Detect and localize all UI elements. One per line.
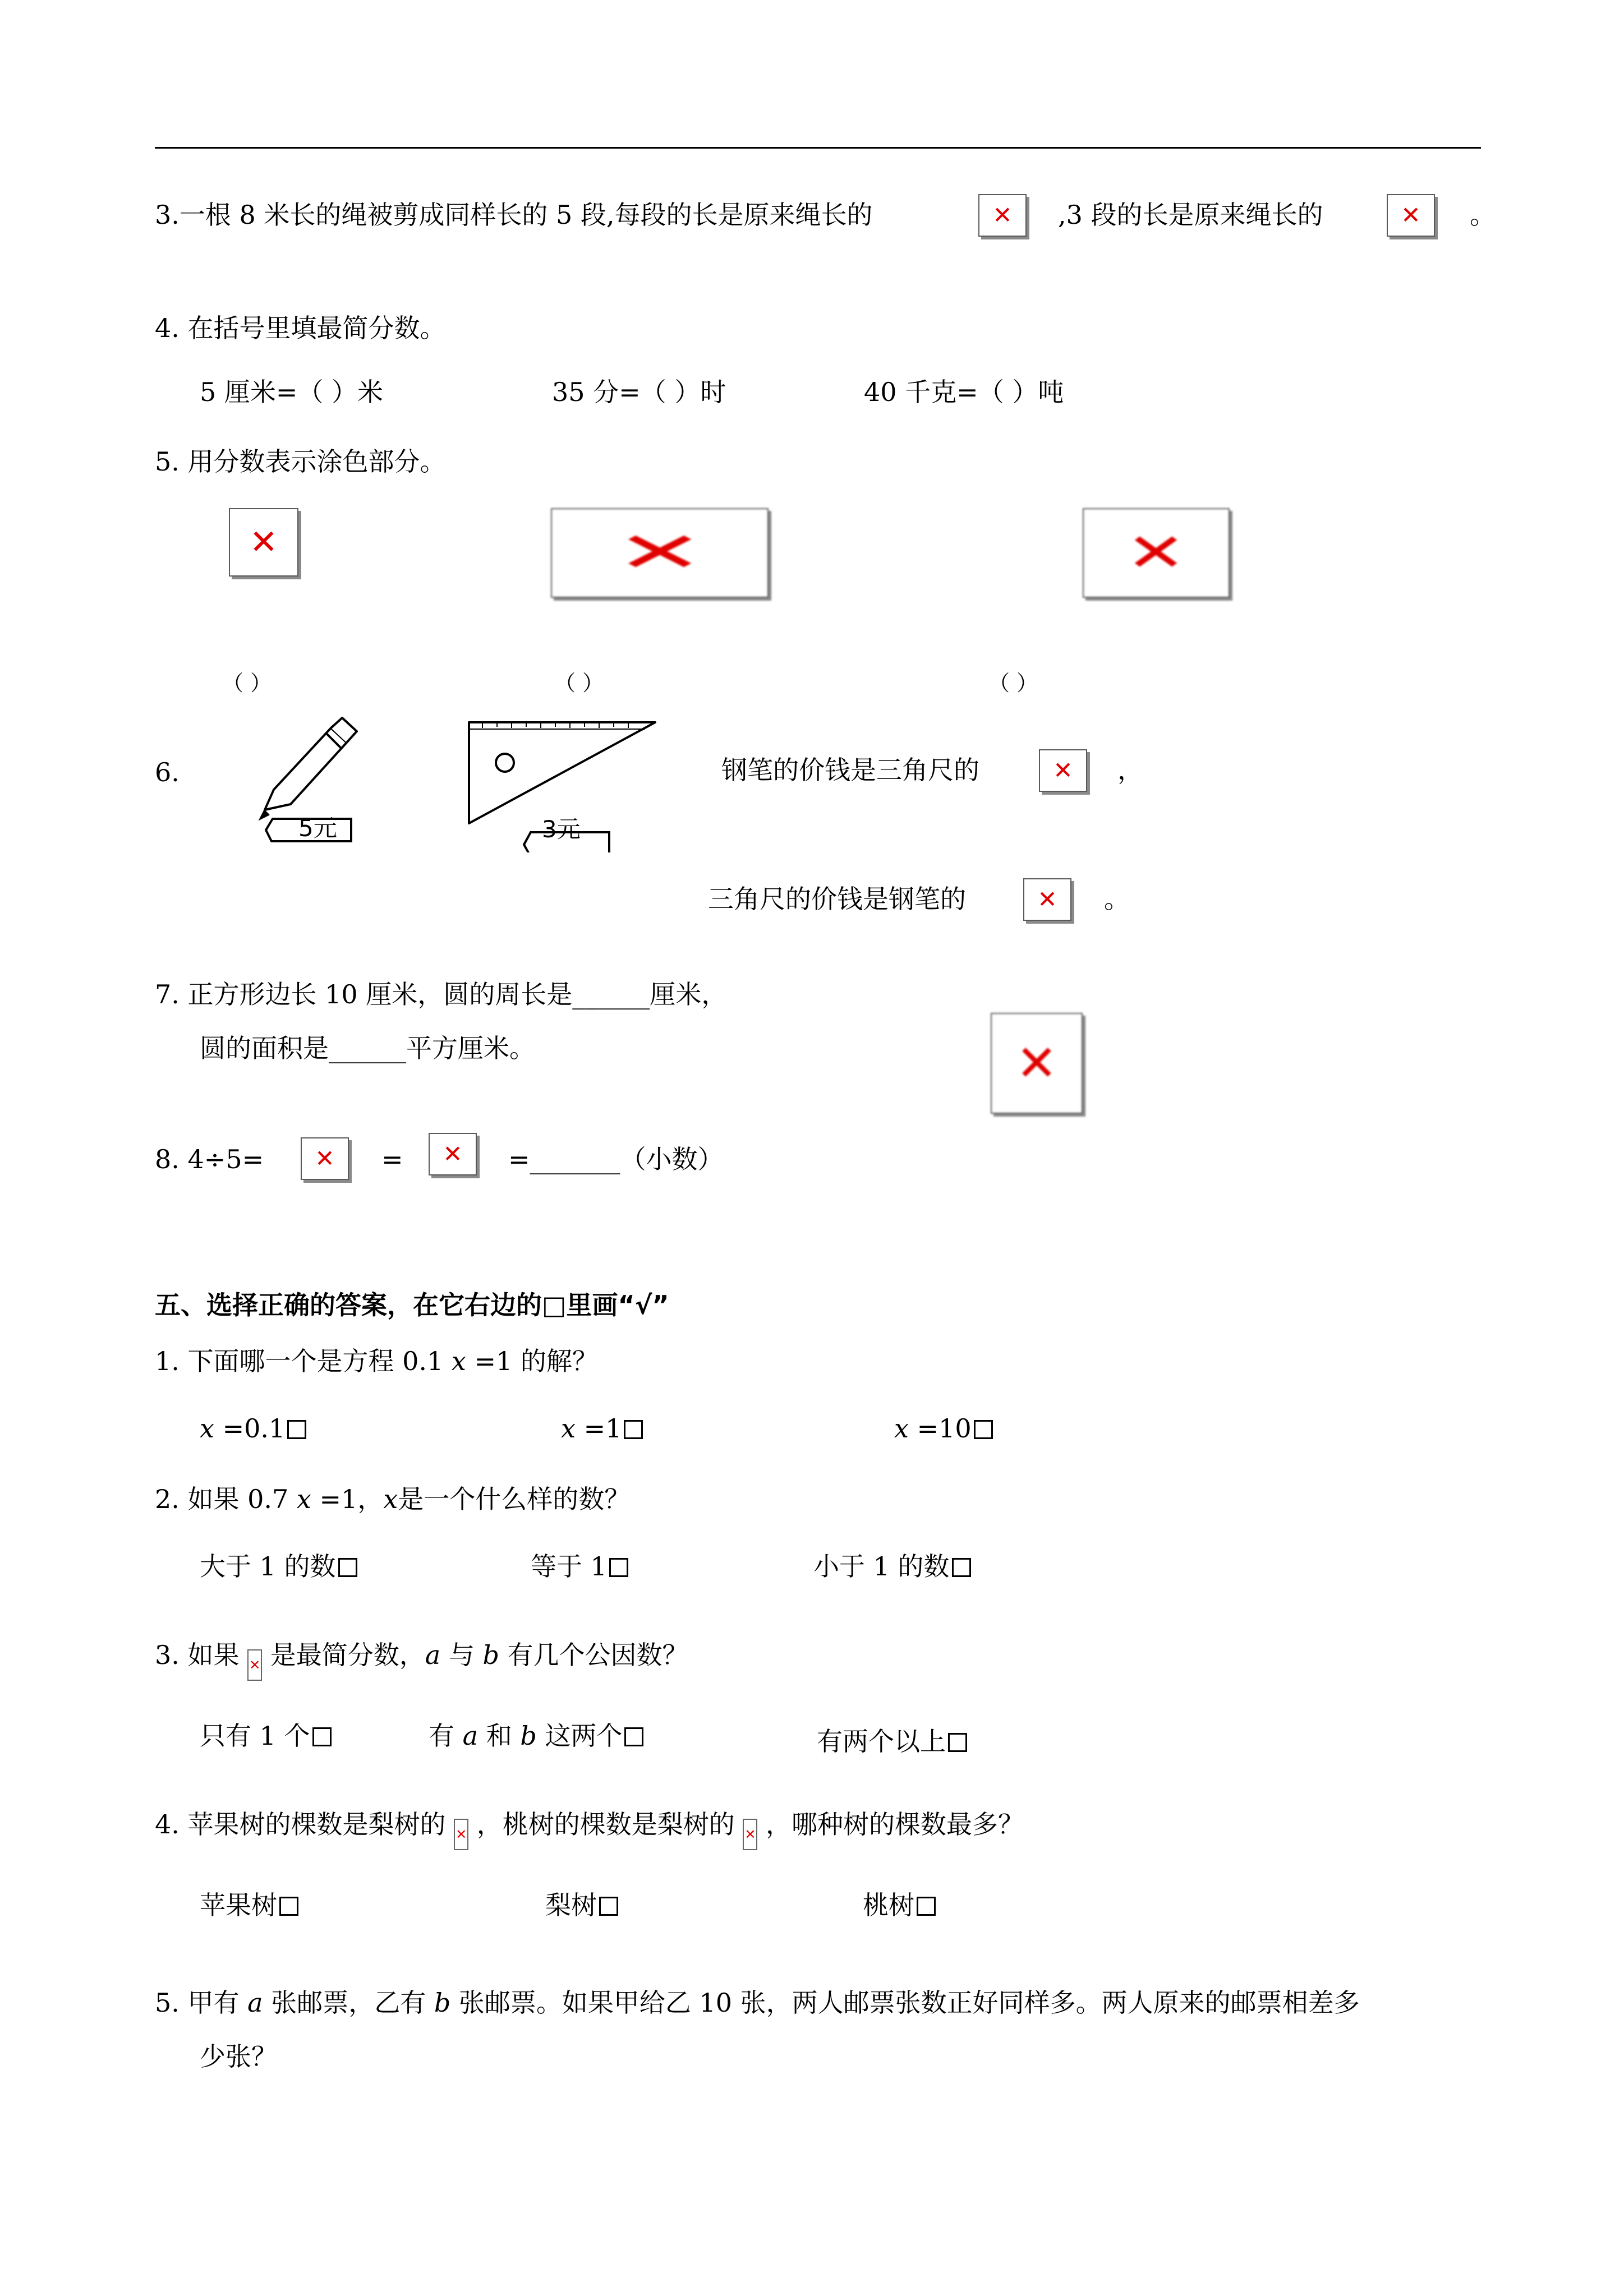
choice-4-option-a xyxy=(200,1890,298,1921)
q4-item-a: 5 厘米=（ ）米 xyxy=(200,377,384,407)
choice-5-question-line-2: 少张？ xyxy=(200,2041,277,2072)
answer-checkbox[interactable] xyxy=(624,1727,643,1746)
choice-4-text: 4. 苹果树的棵数是梨树的 xyxy=(155,1809,446,1839)
missing-image-icon: ✕ xyxy=(301,1137,349,1180)
choice-1-option-c xyxy=(894,1413,993,1444)
q6-line-2-end: 。 xyxy=(1104,884,1130,914)
choice-4-text-2: ，桃树的棵数是梨树的 xyxy=(476,1809,735,1839)
choice-5-text-2: 张邮票，乙有 xyxy=(271,1988,434,2018)
answer-checkbox[interactable] xyxy=(624,1420,643,1439)
choice-3-text-3: 与 xyxy=(448,1640,483,1670)
q6-line-1: 钢笔的价钱是三角尺的 xyxy=(721,755,979,785)
q8-prefix: 8. 4÷5= xyxy=(155,1144,264,1174)
q6-line-1-end: ， xyxy=(1117,755,1143,785)
option-text: 苹果树 xyxy=(200,1890,277,1920)
q3-text-1: 3.一根 8 米长的绳被剪成同样长的 5 段,每段的长是原来绳长的 xyxy=(155,200,873,230)
q6-number: 6. xyxy=(155,757,180,787)
option-text-2: 和 xyxy=(486,1721,521,1751)
choice-1-option-b xyxy=(561,1413,643,1444)
shaded-figure-3: ✕ xyxy=(1083,508,1230,598)
option-text: 小于 1 的数 xyxy=(813,1551,950,1582)
choice-2-option-a xyxy=(200,1551,357,1582)
q3-end-mark: 。 xyxy=(1470,200,1496,230)
answer-paren: （ ） xyxy=(554,671,604,695)
q8-equals: = xyxy=(381,1144,403,1174)
variable-b: b xyxy=(520,1721,537,1751)
choice-2-text-mid: =1， xyxy=(311,1484,384,1514)
choice-3-option-c xyxy=(817,1726,967,1757)
answer-checkbox[interactable] xyxy=(312,1727,332,1746)
missing-fraction-image-icon: ✕ xyxy=(743,1819,757,1850)
variable-b: b xyxy=(482,1640,499,1670)
choice-5-text: 5. 甲有 xyxy=(155,1988,248,2018)
variable-b: b xyxy=(434,1988,451,2018)
choice-2-option-c xyxy=(813,1551,971,1582)
missing-image-icon: ✕ xyxy=(429,1133,477,1175)
option-text: =10 xyxy=(917,1413,972,1444)
set-square-price-tag: 3元 xyxy=(542,815,581,843)
choice-1-text-end: =1 的解？ xyxy=(466,1346,598,1376)
choice-2-text-end: 是一个什么样的数？ xyxy=(398,1484,631,1514)
choice-3-option-b xyxy=(429,1721,643,1751)
shaded-figure-2: ✕ xyxy=(551,508,769,598)
option-text: 桃树 xyxy=(863,1890,914,1920)
answer-checkbox[interactable] xyxy=(287,1420,306,1439)
missing-image-icon: ✕ xyxy=(1023,878,1071,921)
q4-item-b: 35 分=（ ）时 xyxy=(552,377,726,407)
choice-3-text-2: 是最简分数， xyxy=(270,1640,425,1670)
choice-3-text-4: 有几个公因数？ xyxy=(507,1640,688,1670)
variable-a: a xyxy=(462,1721,479,1751)
section-5-title: 五、选择正确的答案，在它右边的□里画“√” xyxy=(155,1290,669,1320)
variable-a: a xyxy=(425,1640,441,1670)
option-text: 有 xyxy=(429,1721,463,1751)
option-text-3: 这两个 xyxy=(545,1721,623,1751)
q5-title: 5. 用分数表示涂色部分。 xyxy=(155,446,446,477)
choice-1-question xyxy=(155,1346,598,1377)
header-rule xyxy=(155,147,1481,149)
answer-checkbox[interactable] xyxy=(974,1420,993,1439)
missing-image-icon: ✕ xyxy=(1387,194,1435,237)
choice-2-text: 2. 如果 0.7 xyxy=(155,1484,297,1514)
q7-line-1: 7. 正方形边长 10 厘米，圆的周长是______厘米， xyxy=(155,979,728,1009)
answer-checkbox[interactable] xyxy=(609,1558,628,1577)
q6-line-2: 三角尺的价钱是钢笔的 xyxy=(708,884,966,914)
variable-x: x xyxy=(383,1484,398,1514)
missing-fraction-image-icon: ✕ xyxy=(454,1819,468,1850)
option-text: 只有 1 个 xyxy=(200,1721,310,1751)
option-text: 有两个以上 xyxy=(817,1726,946,1756)
answer-checkbox[interactable] xyxy=(952,1558,971,1577)
choice-3-option-a xyxy=(200,1721,332,1751)
variable-x: x xyxy=(451,1346,466,1376)
variable-a: a xyxy=(247,1988,263,2018)
option-text: 大于 1 的数 xyxy=(200,1551,336,1582)
choice-1-option-a xyxy=(200,1413,306,1444)
choice-4-text-3: ，哪种树的棵数最多？ xyxy=(766,1809,1024,1839)
missing-image-icon: ✕ xyxy=(978,194,1027,237)
variable-x: x xyxy=(561,1413,576,1444)
choice-4-question xyxy=(155,1809,1024,1850)
option-text: 梨树 xyxy=(545,1890,597,1920)
choice-5-question-line-1 xyxy=(155,1988,1360,2018)
variable-x: x xyxy=(296,1484,311,1514)
missing-image-icon: ✕ xyxy=(1039,749,1087,792)
option-text: =1 xyxy=(583,1413,622,1444)
choice-2-question xyxy=(155,1484,630,1515)
choice-2-option-b xyxy=(531,1551,628,1582)
q3-text-2: ,3 段的长是原来绳长的 xyxy=(1058,200,1323,230)
choice-3-text: 3. 如果 xyxy=(155,1640,240,1670)
answer-checkbox[interactable] xyxy=(279,1897,298,1916)
option-text: 等于 1 xyxy=(531,1551,607,1582)
answer-paren: （ ） xyxy=(222,671,272,695)
shaded-figure-1: ✕ xyxy=(229,508,298,577)
answer-checkbox[interactable] xyxy=(948,1733,967,1752)
circle-in-square-figure: ✕ xyxy=(991,1013,1083,1114)
choice-5-text-3: 张邮票。如果甲给乙 10 张，两人邮票张数正好同样多。两人原来的邮票相差多 xyxy=(458,1988,1360,2018)
choice-4-option-c xyxy=(863,1890,936,1921)
choice-4-option-b xyxy=(545,1890,618,1921)
option-text: =0.1 xyxy=(222,1413,286,1444)
choice-3-question xyxy=(155,1640,688,1681)
q4-title: 4. 在括号里填最简分数。 xyxy=(155,313,446,343)
q8-suffix: =_______（小数） xyxy=(508,1144,724,1174)
variable-x: x xyxy=(894,1413,909,1444)
answer-checkbox[interactable] xyxy=(917,1897,936,1916)
answer-checkbox[interactable] xyxy=(338,1558,357,1577)
answer-paren: （ ） xyxy=(988,671,1038,695)
choice-1-text: 1. 下面哪一个是方程 0.1 xyxy=(155,1346,452,1376)
variable-x: x xyxy=(200,1413,214,1444)
answer-checkbox[interactable] xyxy=(599,1897,618,1916)
q7-line-2: 圆的面积是______平方厘米。 xyxy=(200,1033,535,1063)
pen-price-tag: 5元 xyxy=(298,814,337,842)
q4-item-c: 40 千克=（ ）吨 xyxy=(864,377,1064,407)
missing-fraction-image-icon: ✕ xyxy=(247,1649,262,1681)
